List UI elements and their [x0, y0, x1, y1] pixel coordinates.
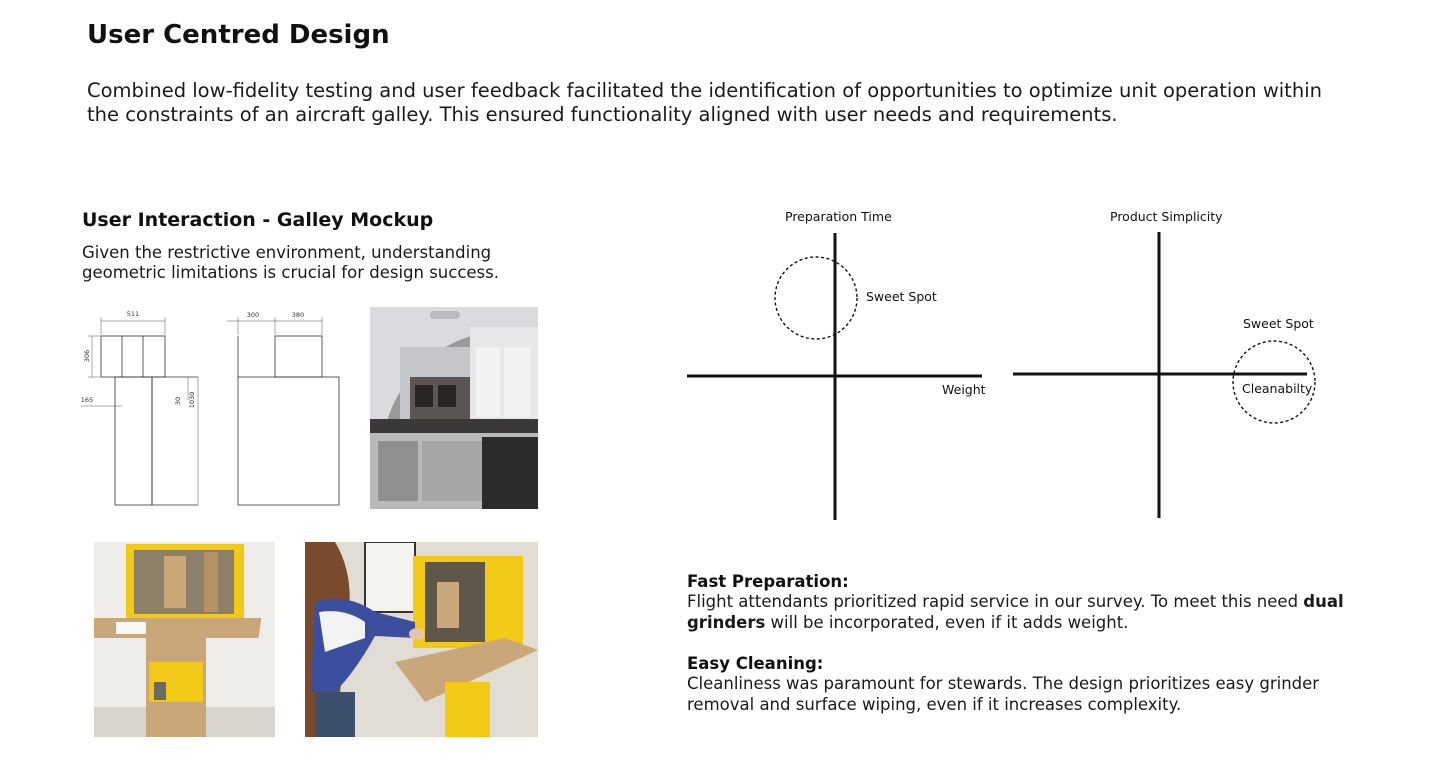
- technical-drawing-front: [78, 305, 208, 510]
- graph2-y-label: Product Simplicity: [1110, 209, 1223, 224]
- fast-preparation-title: Fast Preparation:: [687, 572, 849, 591]
- technical-drawing-side: [222, 305, 347, 510]
- graph1-y-label: Preparation Time: [785, 209, 892, 224]
- dim-label: 380: [291, 311, 305, 319]
- dim-label: 511: [126, 310, 140, 318]
- graph2-sweet-spot-label: Sweet Spot: [1243, 316, 1314, 331]
- intro-paragraph: Combined low-fidelity testing and user feedback facilitated the identification of opportunities to optimize unit operation within the constraints of an aircraft galley. This ensured functionality aligned with user needs and requirements.: [87, 79, 1322, 126]
- dual-grinders-emphasis: dual grinders: [687, 592, 1344, 632]
- dim-label: 165: [80, 396, 94, 404]
- galley-photo: [370, 307, 538, 509]
- dim-label: 1030: [188, 391, 196, 409]
- dim-label: 300: [246, 311, 260, 319]
- sweet-spot-circle: [775, 257, 857, 339]
- galley-mockup-heading: User Interaction - Galley Mockup: [82, 209, 434, 231]
- graph-product-simplicity-cleanability: [1005, 225, 1325, 525]
- graph-preparation-time-weight: [680, 225, 990, 525]
- easy-cleaning-text: Cleanliness was paramount for stewards. The design prioritizes easy grinder removal and surface wiping, even if it increases complexity.: [687, 674, 1320, 714]
- mockup-photo-front: [94, 542, 275, 737]
- graph1-x-label: Weight: [942, 382, 986, 397]
- page-title: User Centred Design: [87, 20, 390, 50]
- fast-preparation-text: Flight attendants prioritized rapid service in our survey. To meet this need dual grinders will be incorporated, even if it adds weight.: [687, 592, 1344, 632]
- easy-cleaning-title: Easy Cleaning:: [687, 654, 824, 673]
- graph2-x-label: Cleanabilty: [1242, 381, 1313, 396]
- graph1-sweet-spot-label: Sweet Spot: [866, 289, 937, 304]
- dim-label: 306: [83, 349, 91, 363]
- mockup-photo-user: [305, 542, 538, 737]
- galley-mockup-description: Given the restrictive environment, understanding geometric limitations is crucial for design success.: [82, 243, 499, 282]
- dim-label: 30: [174, 396, 182, 406]
